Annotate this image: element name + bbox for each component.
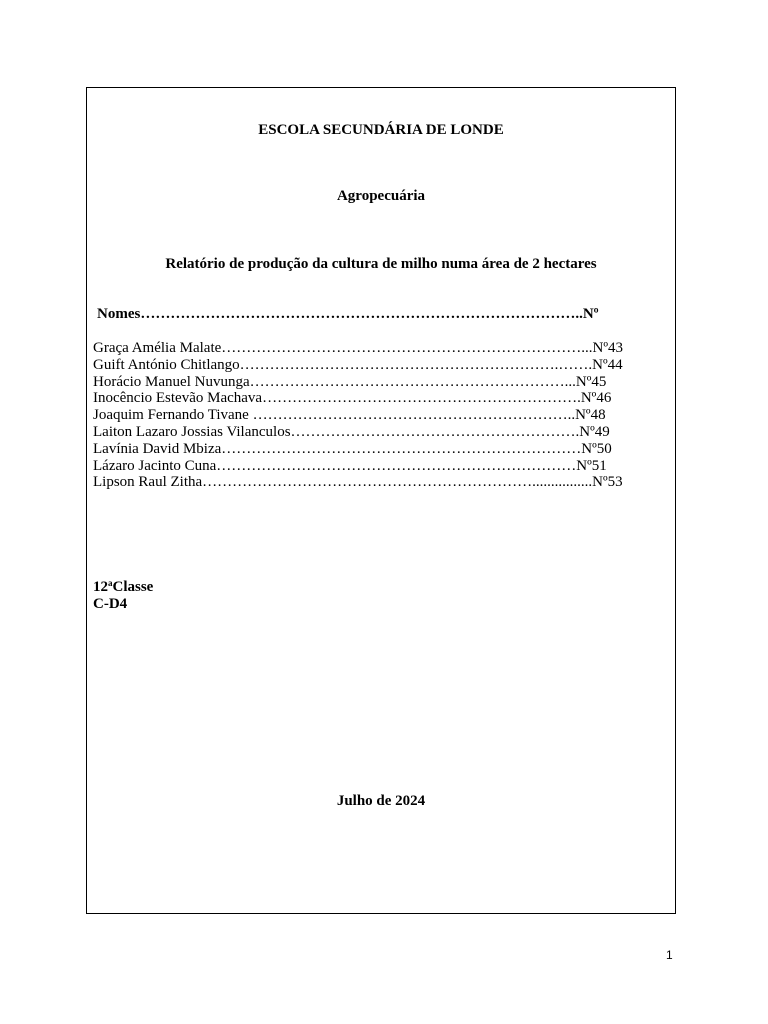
class-word: Classe <box>112 579 154 595</box>
class-info <box>93 575 153 612</box>
student-list <box>93 340 623 491</box>
report-date: Julho de 2024 <box>336 793 426 809</box>
list-item: Lipson Raul Zitha…………………………………………………………................Nº53 <box>93 474 623 491</box>
list-item: Joaquim Fernando Tivane ………………………………………………………..Nº48 <box>93 407 606 424</box>
report-title: Relatório de produção da cultura de milho numa área de 2 hectares <box>165 256 597 272</box>
list-item: Guift António Chitlango……………………………………………………….…….Nº44 <box>93 356 623 373</box>
names-header: Nomes……………………………………………………………………………..Nº <box>97 306 599 322</box>
subject-title: Agropecuária <box>336 188 426 204</box>
list-item: Inocêncio Estevão Machava……………………………………………………….Nº46 <box>93 390 612 407</box>
class-number: 12 <box>93 579 108 595</box>
list-item: Laiton Lazaro Jossias Vilanculos………………………………………………….Nº49 <box>93 423 610 440</box>
cover-page-frame <box>86 87 676 914</box>
page-number: 1 <box>666 948 673 962</box>
class-superscript: a <box>108 578 113 588</box>
class-group: C-D4 <box>93 595 128 612</box>
list-item: Lavínia David Mbiza………………………………………………………………Nº50 <box>93 440 612 457</box>
class-label <box>93 575 153 596</box>
school-name: ESCOLA SECUNDÁRIA DE LONDE <box>258 122 504 138</box>
list-item: Horácio Manuel Nuvunga………………………………………………………...Nº45 <box>93 373 607 390</box>
list-item: Lázaro Jacinto Cuna………………………………………………………………Nº51 <box>93 457 607 474</box>
list-item: Graça Amélia Malate………………………………………………………………...Nº43 <box>93 340 624 356</box>
